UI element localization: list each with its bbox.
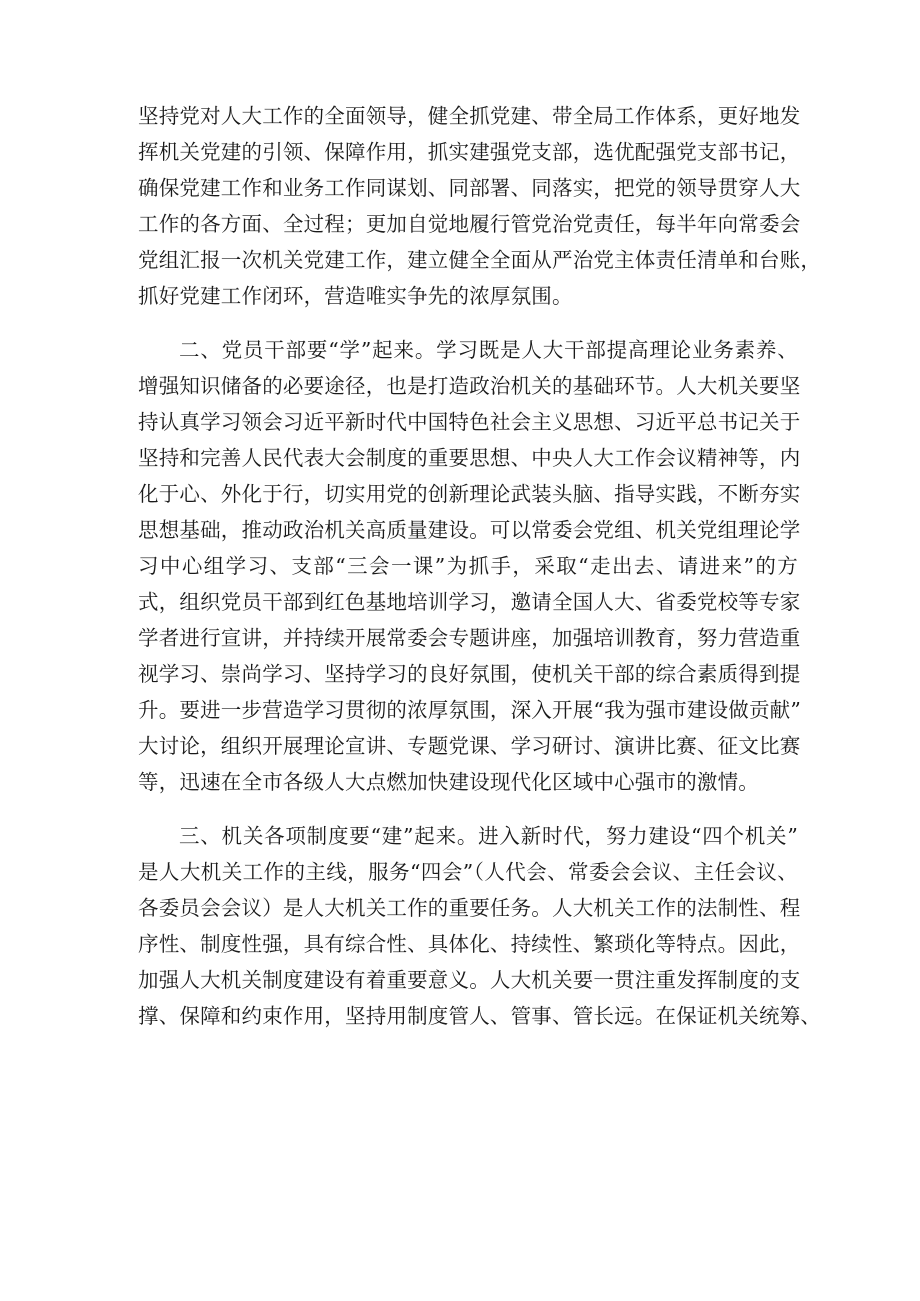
text-line: 增强知识储备的必要途径，也是打造政治机关的基础环节。人大机关要坚 <box>138 374 801 398</box>
paragraph-gap <box>138 314 798 332</box>
text-line: 化于心、外化于行，切实用党的创新理论武装头脑、指导实践，不断夯实 <box>138 482 801 506</box>
text-line: 党组汇报一次机关党建工作，建立健全全面从严治党主体责任清单和台账， <box>138 248 822 272</box>
paragraph-gap <box>138 800 798 818</box>
text-line: 三、机关各项制度要“建”起来。进入新时代，努力建设“四个机关” <box>179 824 798 848</box>
text-line: 学者进行宣讲，并持续开展常委会专题讲座，加强培训教育，努力营造重 <box>138 626 801 650</box>
text-line: 挥机关党建的引领、保障作用，抓实建强党支部，选优配强党支部书记， <box>138 140 801 164</box>
text-line: 加强人大机关制度建设有着重要意义。人大机关要一贯注重发挥制度的支 <box>138 968 801 992</box>
text-line: 工作的各方面、全过程；更加自觉地履行管党治党责任，每半年向常委会 <box>138 212 801 236</box>
text-line: 抓好党建工作闭环，营造唯实争先的浓厚氛围。 <box>138 284 573 308</box>
text-line: 习中心组学习、支部“三会一课”为抓手，采取“走出去、请进来”的方 <box>138 554 798 578</box>
text-line: 二、党员干部要“学”起来。学习既是人大干部提高理论业务素养、 <box>179 338 798 362</box>
text-line: 大讨论，组织开展理论宣讲、专题党课、学习研讨、演讲比赛、征文比赛 <box>138 734 801 758</box>
paragraph-3 <box>138 818 822 1034</box>
text-line: 思想基础，推动政治机关高质量建设。可以常委会党组、机关党组理论学 <box>138 518 801 542</box>
text-line: 式，组织党员干部到红色基地培训学习，邀请全国人大、省委党校等专家 <box>138 590 801 614</box>
text-line: 等，迅速在全市各级人大点燃加快建设现代化区域中心强市的激情。 <box>138 770 759 794</box>
body-text <box>138 98 822 1034</box>
text-line: 序性、制度性强，具有综合性、具体化、持续性、繁琐化等特点。因此， <box>138 932 801 956</box>
text-line: 视学习、崇尚学习、坚持学习的良好氛围，使机关干部的综合素质得到提 <box>138 662 801 686</box>
text-line: 确保党建工作和业务工作同谋划、同部署、同落实，把党的领导贯穿人大 <box>138 176 801 200</box>
paragraph-1 <box>138 98 822 314</box>
paragraph-2 <box>138 332 802 800</box>
text-line: 坚持和完善人民代表大会制度的重要思想、中央人大工作会议精神等，内 <box>138 446 801 470</box>
text-line: 升。要进一步营造学习贯彻的浓厚氛围，深入开展“我为强市建设做贡献” <box>138 698 802 722</box>
text-line: 撑、保障和约束作用，坚持用制度管人、管事、管长远。在保证机关统筹、 <box>138 1004 822 1028</box>
text-line: 各委员会会议）是人大机关工作的重要任务。人大机关工作的法制性、程 <box>138 896 801 920</box>
text-line: 坚持党对人大工作的全面领导，健全抓党建、带全局工作体系，更好地发 <box>138 104 801 128</box>
text-line: 是人大机关工作的主线，服务“四会”（人代会、常委会会议、主任会议、 <box>138 860 798 884</box>
text-line: 持认真学习领会习近平新时代中国特色社会主义思想、习近平总书记关于 <box>138 410 801 434</box>
